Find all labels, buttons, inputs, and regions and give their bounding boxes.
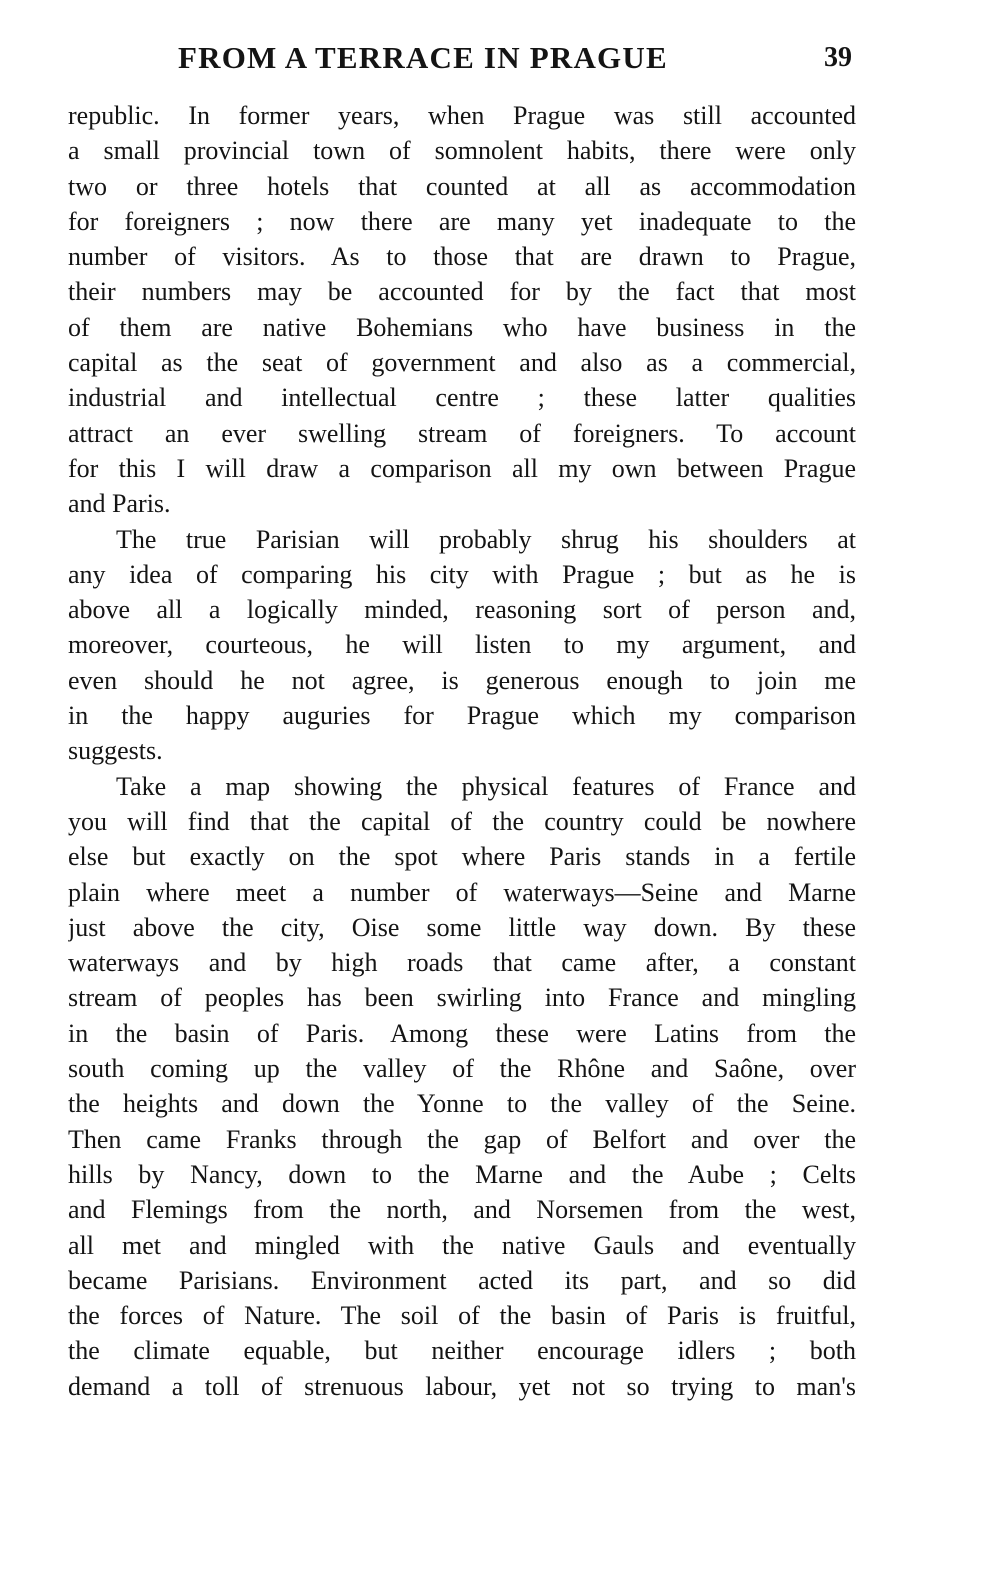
text-line: attract an ever swelling stream of foreigners. To account — [68, 418, 856, 448]
paragraph — [68, 98, 856, 522]
text-line: Then came Franks through the gap of Belfort and over the — [68, 1124, 856, 1154]
text-line: The true Parisian will probably shrug his shoulders at — [116, 524, 856, 554]
text-line: industrial and intellectual centre ; these latter qualities — [68, 383, 856, 413]
text-line: plain where meet a number of waterways—Seine and Marne — [68, 877, 856, 907]
text-line: in the basin of Paris. Among these were Latins from the — [68, 1018, 856, 1048]
text-line: south coming up the valley of the Rhône and Saône, over — [68, 1054, 856, 1084]
text-line: for foreigners ; now there are many yet inadequate to the — [68, 206, 856, 236]
text-line: capital as the seat of government and also as a commercial, — [68, 348, 856, 378]
paragraph — [68, 769, 856, 1404]
running-head — [68, 36, 856, 80]
text-line: number of visitors. As to those that are drawn to Prague, — [68, 242, 856, 272]
text-line: the heights and down the Yonne to the valley of the Seine. — [68, 1089, 856, 1119]
text-line: hills by Nancy, down to the Marne and the Aube ; Celts — [68, 1159, 856, 1189]
text-line: all met and mingled with the native Gauls and eventually — [68, 1230, 856, 1260]
text-line: the climate equable, but neither encourage idlers ; both — [68, 1336, 856, 1366]
text-line: a small provincial town of somnolent habits, there were only — [68, 136, 856, 166]
text-line: even should he not agree, is generous enough to join me — [68, 665, 856, 695]
text-line: in the happy auguries for Prague which my comparison — [68, 701, 856, 731]
text-line: and Paris. — [68, 489, 171, 519]
text-line: for this I will draw a comparison all my own between Prague — [68, 453, 856, 483]
text-line: Take a map showing the physical features of France and — [116, 771, 856, 801]
paragraph — [68, 522, 856, 769]
text-line: became Parisians. Environment acted its part, and so did — [68, 1265, 856, 1295]
text-line: republic. In former years, when Prague was still accounted — [68, 101, 856, 130]
page-number: 39 — [824, 42, 852, 73]
text-line: demand a toll of strenuous labour, yet not so trying to man's — [68, 1371, 856, 1401]
text-line: their numbers may be accounted for by the fact that most — [68, 277, 856, 307]
text-line: moreover, courteous, he will listen to my argument, and — [68, 630, 856, 660]
text-line: and Flemings from the north, and Norsemen from the west, — [68, 1195, 856, 1225]
text-line: suggests. — [68, 736, 163, 766]
text-line: above all a logically minded, reasoning sort of person and, — [68, 595, 856, 625]
text-line: else but exactly on the spot where Paris stands in a fertile — [68, 842, 856, 872]
running-title: FROM A TERRACE IN PRAGUE — [178, 40, 668, 75]
text-line: you will find that the capital of the country could be nowhere — [68, 806, 856, 836]
text-line: any idea of comparing his city with Prague ; but as he is — [68, 559, 856, 589]
text-line: stream of peoples has been swirling into France and mingling — [68, 983, 856, 1013]
body-text — [68, 98, 856, 1404]
text-line: of them are native Bohemians who have business in the — [68, 312, 856, 342]
text-line: the forces of Nature. The soil of the basin of Paris is fruitful, — [68, 1301, 856, 1331]
text-line: just above the city, Oise some little way down. By these — [68, 912, 856, 942]
text-line: waterways and by high roads that came after, a constant — [68, 948, 856, 978]
text-line: two or three hotels that counted at all as accommodation — [68, 171, 856, 201]
